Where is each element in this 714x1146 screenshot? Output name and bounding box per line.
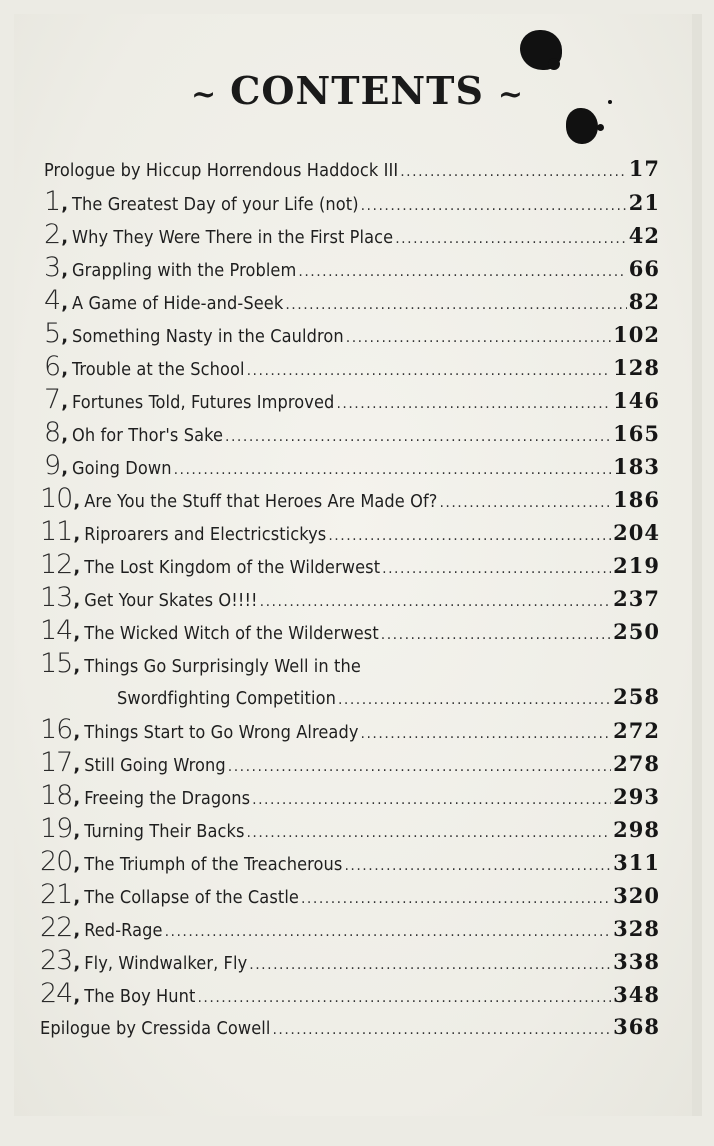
toc-chapter-row [40, 746, 660, 779]
chapter-title: Red-Rage [84, 920, 163, 941]
chapter-number: 20 [40, 846, 73, 877]
chapter-number: 4 [44, 285, 61, 316]
chapter-title: Going Down [72, 458, 172, 479]
chapter-number: 8 [44, 417, 61, 448]
toc-epilogue-row [40, 1010, 660, 1043]
toc-chapter-row [44, 317, 660, 350]
chapter-number: 14 [40, 615, 73, 646]
chapter-number: 1 [44, 186, 61, 217]
chapter-number: 3 [44, 252, 61, 283]
chapter-page-number: 183 [613, 454, 660, 479]
chapter-number: 21 [40, 879, 73, 910]
chapter-number-separator: , [61, 194, 69, 215]
chapter-page-number: 328 [613, 916, 660, 941]
chapter-page-number: 219 [613, 553, 660, 578]
chapter-number: 24 [40, 978, 73, 1009]
chapter-number-separator: , [61, 392, 69, 413]
toc-chapter-row [40, 713, 660, 746]
chapter-number-separator: , [61, 458, 69, 479]
toc-chapter-row [40, 515, 660, 548]
chapter-page-number: 204 [613, 520, 660, 545]
toc-chapter-row [40, 845, 660, 878]
chapter-number-separator: , [73, 953, 81, 974]
chapter-number: 5 [44, 318, 61, 349]
chapter-page-number: 311 [613, 850, 660, 875]
toc-chapter-row [40, 977, 660, 1010]
chapter-number-separator: , [61, 425, 69, 446]
title-ornament-left: ~ [190, 77, 217, 112]
chapter-number-separator: , [73, 887, 81, 908]
chapter-title: A Game of Hide-and-Seek [72, 293, 284, 314]
chapter-page-number: 298 [613, 817, 660, 842]
toc-chapter-row [44, 416, 660, 449]
chapter-title: Fortunes Told, Futures Improved [72, 392, 335, 413]
chapter-title: Grappling with the Problem [72, 260, 297, 281]
chapter-number: 13 [40, 582, 73, 613]
chapter-title: Fly, Windwalker, Fly [84, 953, 248, 974]
chapter-page-number: 165 [613, 421, 660, 446]
chapter-number: 22 [40, 912, 73, 943]
toc-chapter-row [40, 614, 660, 647]
chapter-number-separator: , [73, 656, 81, 677]
toc-chapter-row [40, 812, 660, 845]
epilogue-title: Epilogue by Cressida Cowell [40, 1018, 271, 1039]
chapter-number-separator: , [61, 260, 69, 281]
chapter-page-number: 237 [613, 586, 660, 611]
chapter-number-separator: , [73, 755, 81, 776]
chapter-title: Are You the Stuff that Heroes Are Made Of? [84, 491, 438, 512]
chapter-page-number: 272 [613, 718, 660, 743]
chapter-number-separator: , [73, 986, 81, 1007]
chapter-page-number: 21 [628, 190, 660, 215]
chapter-number: 10 [40, 483, 73, 514]
chapter-number-separator: , [73, 524, 81, 545]
chapter-page-number: 146 [613, 388, 660, 413]
toc-prologue-row [44, 152, 660, 185]
toc-chapter-row [44, 449, 660, 482]
chapter-title: Get Your Skates O!!!! [84, 590, 258, 611]
chapter-number: 23 [40, 945, 73, 976]
epilogue-page-number: 368 [613, 1014, 660, 1039]
chapter-page-number: 348 [613, 982, 660, 1007]
chapter-number: 2 [44, 219, 61, 250]
toc-chapter-row [44, 383, 660, 416]
chapter-number-separator: , [73, 491, 81, 512]
toc-chapter-row [40, 779, 660, 812]
chapter-title: Still Going Wrong [84, 755, 226, 776]
toc-chapter-row [44, 284, 660, 317]
chapter-page-number: 82 [628, 289, 660, 314]
chapter-page-number: 42 [628, 223, 660, 248]
page-title: CONTENTS [230, 68, 484, 113]
chapter-number-separator: , [61, 227, 69, 248]
chapter-page-number: 258 [613, 684, 660, 709]
chapter-number-separator: , [61, 359, 69, 380]
chapter-number: 12 [40, 549, 73, 580]
chapter-number-separator: , [73, 590, 81, 611]
toc-chapter-row [40, 482, 660, 515]
chapter-number: 17 [40, 747, 73, 778]
chapter-title: Trouble at the School [72, 359, 245, 380]
chapter-title: Turning Their Backs [84, 821, 245, 842]
chapter-number-separator: , [73, 920, 81, 941]
toc-chapter-row [40, 911, 660, 944]
chapter-number-separator: , [61, 326, 69, 347]
chapter-page-number: 102 [613, 322, 660, 347]
chapter-number: 16 [40, 714, 73, 745]
toc-chapter-row [44, 218, 660, 251]
chapter-number-separator: , [73, 788, 81, 809]
toc-chapter-row-continued [117, 680, 660, 713]
chapter-title: The Boy Hunt [84, 986, 196, 1007]
chapter-page-number: 293 [613, 784, 660, 809]
chapter-page-number: 320 [613, 883, 660, 908]
chapter-number-separator: , [61, 293, 69, 314]
chapter-title-continued: Swordfighting Competition [117, 688, 336, 709]
chapter-page-number: 278 [613, 751, 660, 776]
toc-chapter-row [44, 350, 660, 383]
chapter-number-separator: , [73, 722, 81, 743]
chapter-title: The Greatest Day of your Life (not) [72, 194, 359, 215]
dot-leader [272, 1014, 611, 1047]
toc-chapter-row [40, 581, 660, 614]
chapter-number: 6 [44, 351, 61, 382]
chapter-title: Something Nasty in the Cauldron [72, 326, 344, 347]
chapter-number: 15 [40, 648, 73, 679]
prologue-title: Prologue by Hiccup Horrendous Haddock III [44, 160, 399, 181]
chapter-title: Oh for Thor's Sake [72, 425, 224, 446]
toc-chapter-row [40, 548, 660, 581]
chapter-number: 9 [44, 450, 61, 481]
chapter-title: The Triumph of the Treacherous [84, 854, 343, 875]
chapter-number: 7 [44, 384, 61, 415]
toc-chapter-row [44, 251, 660, 284]
chapter-title: Riproarers and Electricstickys [84, 524, 327, 545]
chapter-page-number: 186 [613, 487, 660, 512]
chapter-number-separator: , [73, 854, 81, 875]
toc-chapter-row [40, 944, 660, 977]
chapter-title: The Lost Kingdom of the Wilderwest [84, 557, 381, 578]
chapter-title: Things Go Surprisingly Well in the [84, 656, 361, 677]
chapter-page-number: 338 [613, 949, 660, 974]
chapter-title: Freeing the Dragons [84, 788, 251, 809]
chapter-number: 18 [40, 780, 73, 811]
toc-chapter-row [40, 647, 660, 680]
toc-chapter-row [40, 878, 660, 911]
chapter-title: Why They Were There in the First Place [72, 227, 394, 248]
chapter-title: The Wicked Witch of the Wilderwest [84, 623, 379, 644]
chapter-page-number: 250 [613, 619, 660, 644]
chapter-number-separator: , [73, 623, 81, 644]
chapter-number-separator: , [73, 821, 81, 842]
prologue-page-number: 17 [628, 156, 660, 181]
chapter-page-number: 66 [628, 256, 660, 281]
chapter-number: 11 [40, 516, 73, 547]
title-ornament-right: ~ [497, 77, 524, 112]
chapter-page-number: 128 [613, 355, 660, 380]
chapter-title: Things Start to Go Wrong Already [84, 722, 359, 743]
chapter-number-separator: , [73, 557, 81, 578]
chapter-number: 19 [40, 813, 73, 844]
chapter-title: The Collapse of the Castle [84, 887, 299, 908]
toc-chapter-row [44, 185, 660, 218]
